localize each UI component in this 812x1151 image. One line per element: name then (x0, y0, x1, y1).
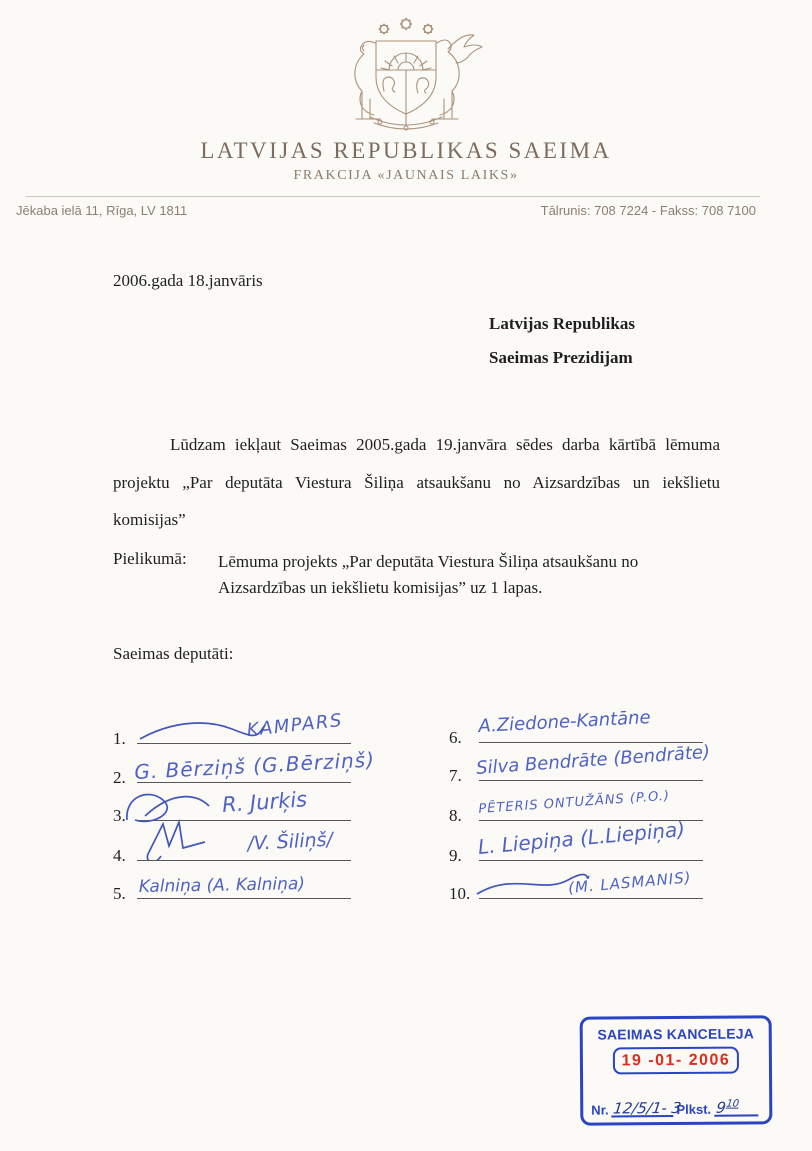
stamp-time-hour: 9 (714, 1098, 727, 1117)
signature-text: L. Liepiņa (L.Liepiņa) (476, 816, 686, 859)
signature-row-7 (449, 741, 711, 785)
attachment-line1: Lēmuma projekts „Par deputāta Viestura Šiliņa atsaukšanu no (218, 552, 639, 571)
signature-text: G. Bērziņš (G.Bērziņš) (133, 747, 376, 784)
stamp-time-field (714, 1098, 758, 1116)
contact-line: Tālrunis: 708 7224 - Fakss: 708 7100 (540, 203, 756, 218)
signature-text: Kalniņa (A. Kalniņa) (138, 874, 306, 897)
stamp-nr-label: Nr. (591, 1102, 609, 1118)
signature-row-9 (449, 816, 703, 865)
row-number: 1. (113, 729, 126, 748)
registry-stamp (580, 1015, 773, 1125)
request-paragraph: Lūdzam iekļaut Saeimas 2005.gada 19.janvāra sēdes darba kārtībā lēmuma projektu „Par deputāta Viestura Šiliņa atsaukšanu no Aizsardzības un iekšlietu komisijas” (113, 435, 720, 529)
signature-row-5 (113, 874, 351, 903)
stamp-time-handwritten (715, 1099, 740, 1117)
attachment-label: Pielikumā: (113, 549, 187, 568)
row-number: 8. (449, 806, 462, 825)
address-line: Jēkaba ielā 11, Rīga, LV 1811 (16, 203, 188, 218)
signature-text: A.Ziedone-Kantāne (477, 707, 652, 737)
signature-text: (M. LASMANIS) (567, 868, 692, 897)
row-number: 9. (449, 846, 462, 865)
signature-line (137, 874, 351, 899)
signature-text: PĒTERIS ONTUŽĀNS (P.O.) (477, 788, 671, 817)
signature-text: /V. Šiliņš/ (247, 828, 334, 855)
row-number: 2. (113, 768, 126, 787)
letter-date: 2006.gada 18.janvāris (113, 271, 263, 290)
signatories-label: Saeimas deputāti: (113, 644, 234, 663)
emblem-stars (379, 24, 389, 34)
signature-row-1 (113, 710, 351, 748)
signature-text: Silva Bendrāte (Bendrāte) (475, 741, 711, 779)
stamp-nr-field (612, 1098, 683, 1118)
attachment-line2: Aizsardzības un iekšlietu komisijas” uz 1 lapas. (218, 578, 543, 597)
emblem-branches (370, 114, 442, 129)
signature-text: R. Jurķis (220, 787, 308, 817)
latvia-coat-of-arms-icon (318, 18, 494, 132)
stamp-date: 19 -01- 2006 (621, 1051, 731, 1070)
signature-line (475, 741, 711, 781)
row-number: 7. (449, 766, 462, 785)
stamp-nr-handwritten: 12/5/1- 3 (612, 1098, 683, 1118)
signature-line (133, 747, 376, 784)
row-number: 3. (113, 806, 126, 825)
signature-row-4 (113, 828, 351, 865)
emblem-griffin (432, 35, 482, 119)
signature-scrawl-icon (145, 818, 240, 860)
row-number: 6. (449, 728, 462, 747)
signature-row-2 (113, 747, 376, 787)
signature-line (137, 787, 351, 821)
signature-scrawl-icon (123, 786, 213, 826)
signature-line (137, 710, 351, 744)
signature-row-10 (449, 868, 703, 903)
signature-line (477, 707, 703, 743)
addressee-line2: Saeimas Prezidijam (489, 348, 633, 367)
row-number: 4. (113, 846, 126, 865)
row-number: 10. (449, 884, 471, 903)
addressee-block (489, 307, 635, 375)
signature-row-3 (113, 787, 351, 825)
row-number: 5. (113, 884, 126, 903)
header-divider (26, 196, 760, 197)
stamp-registration-line (591, 1098, 761, 1117)
attachment-text (218, 549, 638, 601)
addressee-line1: Latvijas Republikas (489, 314, 635, 333)
signature-line (137, 828, 351, 861)
faction-subtitle: FRAKCIJA «JAUNAIS LAIKS» (293, 168, 519, 183)
stamp-time-label: Plkst. (676, 1101, 712, 1117)
org-title: LATVIJAS REPUBLIKAS SAEIMA (200, 138, 612, 163)
signature-row-6 (449, 707, 703, 747)
signature-line (479, 868, 703, 899)
signature-text: KAMPARS (246, 710, 345, 741)
stamp-org-name: SAEIMAS KANCELEJA (597, 1025, 755, 1043)
signature-line (476, 816, 703, 861)
stamp-time-minutes: 10 (725, 1098, 740, 1110)
stamp-date-box (613, 1047, 739, 1075)
